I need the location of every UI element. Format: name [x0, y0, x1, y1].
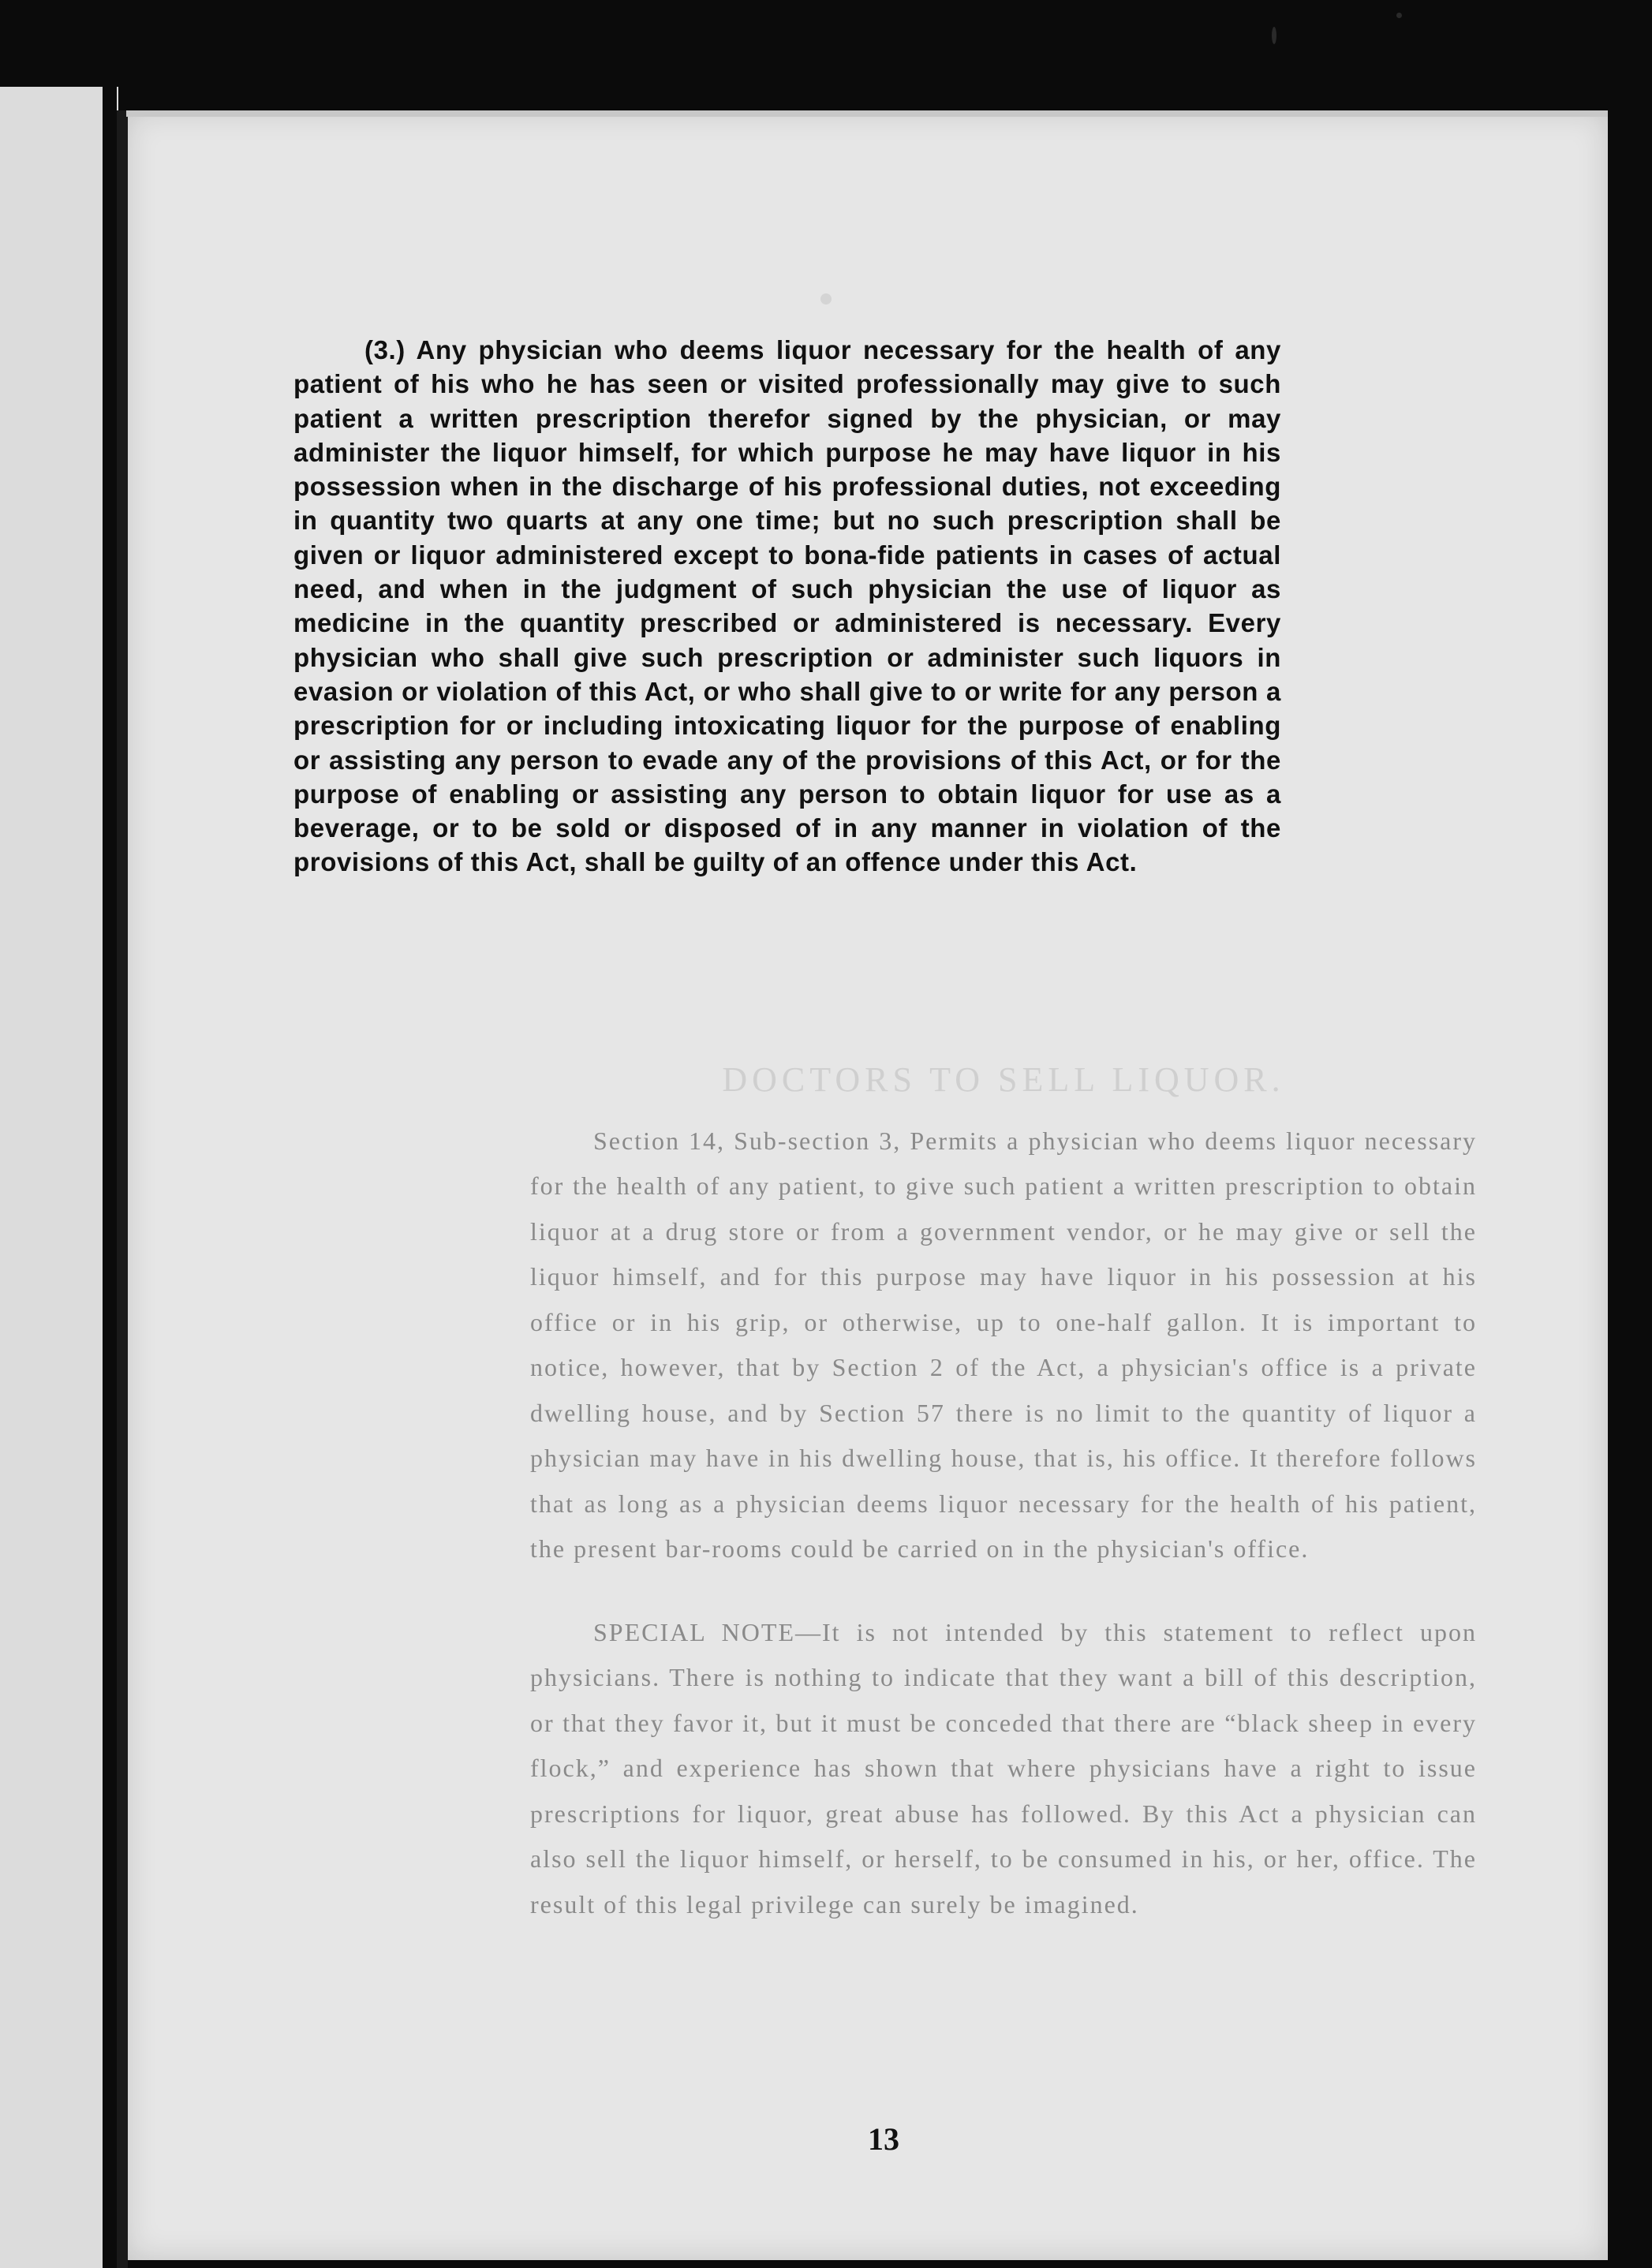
ink-speck [1272, 27, 1276, 44]
binding-edge [117, 110, 128, 2268]
page-top-edge [126, 110, 1608, 117]
ink-speck [820, 293, 832, 305]
page-number: 13 [868, 2121, 899, 2157]
special-note-paragraph: SPECIAL NOTE—It is not intended by this statement to reflect upon physicians. There is nothing to indicate that they want a bill of this description, or that they favor it, but it must be conceded that there are “black sheep in every flock,” and experience has shown that where physicians have a right to issue prescriptions for liquor, great abuse has followed. By this Act a physician can also sell the liquor himself, or herself, to be consumed in his, or her, office. The result of this legal privilege can surely be imagined. [530, 1617, 1477, 1919]
gutter-shadow [103, 87, 117, 2268]
faded-commentary [530, 1057, 1477, 1927]
ink-speck [1396, 13, 1402, 18]
section-heading: DOCTORS TO SELL LIQUOR. [722, 1060, 1285, 1099]
statute-paragraph: (3.) Any physician who deems liquor necessary for the health of any patient of his who he has seen or visited professionally may give to such patient a written prescription therefor signed by the physician, or may administer the liquor himself, for which purpose he may have liquor in his possession when in the discharge of his professional duties, not exceeding in quantity two quarts at any one time; but no such prescription shall be given or liquor administered except to bona-fide patients in cases of actual need, and when in the judgment of such physician the use of liquor as medicine in the quantity prescribed or administered is necessary. Every physician who shall give such prescription or administer such liquors in evasion or violation of this Act, or who shall give to or write for any person a prescription for or including intoxicating liquor for the purpose of enabling or assisting any person to evade any of the provisions of this Act, or for the purpose of enabling or assisting any person to obtain liquor for use as a beverage, or to be sold or disposed of in any manner in violation of the provisions of this Act, shall be guilty of an offence under this Act. [293, 335, 1281, 877]
facing-page-edge [0, 87, 118, 2268]
commentary-paragraph: Section 14, Sub-section 3, Permits a physician who deems liquor necessary for the health of any patient, to give such patient a written prescription to obtain liquor at a drug store or from a government vendor, or he may give or sell the liquor himself, and for this purpose may have liquor in his possession at his office or in his grip, or otherwise, up to one-half gallon. It is important to notice, however, that by Section 2 of the Act, a physician's office is a private dwelling house, and by Section 57 there is no limit to the quantity of liquor a physician may have in his dwelling house, that is, his office. It therefore follows that as long as a physician deems liquor necessary for the health of his patient, the present bar-rooms could be carried on in the physician's office. [530, 1126, 1477, 1563]
